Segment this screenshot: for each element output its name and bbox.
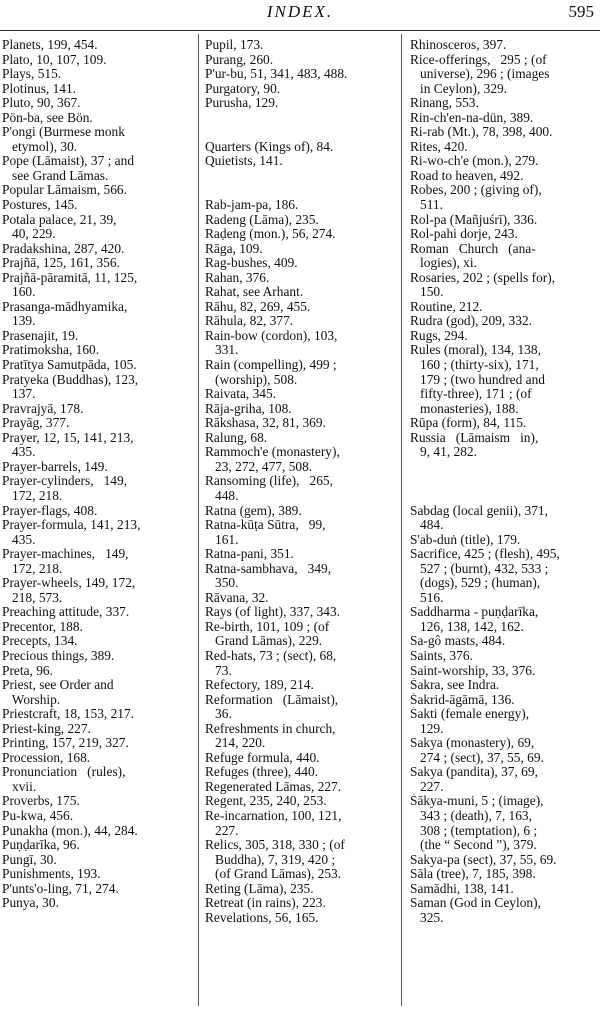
index-column-2 <box>205 38 393 1006</box>
index-line: xvii. <box>2 779 37 794</box>
index-line: Prayer-flags, 408. <box>2 503 98 518</box>
index-line: Śakrid-āgāmā, 136. <box>410 692 515 707</box>
index-line: 325. <box>410 910 444 925</box>
index-column-1 <box>2 38 192 1006</box>
index-line: Plato, 10, 107, 109. <box>2 52 107 67</box>
index-line: Red-hats, 73 ; (sect), 68, <box>205 648 337 663</box>
index-line: 484. <box>410 518 444 533</box>
index-line: 448. <box>205 488 239 503</box>
index-line: Precious things, 389. <box>2 648 115 663</box>
index-line: Prayer-cylinders, 149, <box>2 474 128 489</box>
index-line: Pön-ba, see Bön. <box>2 110 93 125</box>
index-line: Pradakshina, 287, 420. <box>2 241 125 256</box>
index-line: Rin-ch'en-na-dün, 389. <box>410 110 534 125</box>
index-line: Saddharma - puṇḍarīka, <box>410 605 539 620</box>
index-line: Pratītya Samutpāda, 105. <box>2 358 137 373</box>
index-line: Rhinosceros, 397. <box>410 38 507 52</box>
index-line: Pratyeka (Buddhas), 123, <box>2 372 139 387</box>
index-line: Radeng (Lāma), 235. <box>205 212 319 227</box>
index-line: Relics, 305, 318, 330 ; (of <box>205 838 345 853</box>
index-line: Plotinus, 141. <box>2 81 77 96</box>
index-line: Prayer-machines, 149, <box>2 547 129 562</box>
index-line: 218, 573. <box>2 590 63 605</box>
index-line: Rāhu, 82, 269, 455. <box>205 299 311 314</box>
index-line: Prayer, 12, 15, 141, 213, <box>2 430 134 445</box>
index-line: etymol), 30. <box>2 139 78 154</box>
index-line: 179 ; (two hundred and <box>410 372 545 387</box>
index-line: Saman (God in Ceylon), <box>410 896 541 911</box>
index-line: Pravrajyā, 178. <box>2 401 84 416</box>
index-line: see Grand Lāmas. <box>2 168 109 183</box>
index-line: Sakya (monastery), 69, <box>410 736 535 751</box>
index-line <box>205 111 393 126</box>
index-line: Rites, 420. <box>410 139 468 154</box>
index-line: 9, 41, 282. <box>410 445 477 460</box>
index-line: Rab-jam-pa, 186. <box>205 198 299 213</box>
index-line: Rudra (god), 209, 332. <box>410 314 532 329</box>
index-line: Refuges (three), 440. <box>205 765 319 780</box>
index-line: Pupil, 173. <box>205 38 264 52</box>
index-line: Prayer-barrels, 149. <box>2 459 108 474</box>
index-line <box>205 169 393 184</box>
column-divider-2 <box>401 34 402 1006</box>
index-line: Refectory, 189, 214. <box>205 678 314 693</box>
index-line: Rāja-griha, 108. <box>205 401 292 416</box>
index-line: Ralung, 68. <box>205 430 268 445</box>
index-line: 343 ; (death), 7, 163, <box>410 808 532 823</box>
index-line: Pu-kwa, 456. <box>2 808 74 823</box>
index-line: Rol-pa (Mañjuśrī), 336. <box>410 212 538 227</box>
index-line: Regent, 235, 240, 253. <box>205 794 327 809</box>
index-line: Plays, 515. <box>2 67 62 82</box>
index-line: Pope (Lāmaist), 37 ; and <box>2 154 135 169</box>
index-line: Priest-king, 227. <box>2 721 91 736</box>
index-line: Sa-gô masts, 484. <box>410 634 506 649</box>
index-line: 160. <box>2 285 36 300</box>
index-line: Reformation (Lāmaist), <box>205 692 339 707</box>
index-line: Prasanga-mādhyamika, <box>2 299 128 314</box>
index-line: 227. <box>410 779 444 794</box>
index-line: Precepts, 134. <box>2 634 78 649</box>
index-line: Rākshasa, 32, 81, 369. <box>205 416 326 431</box>
index-line: logies), xi. <box>410 256 477 271</box>
index-line: Revelations, 56, 165. <box>205 910 319 925</box>
index-line: 137. <box>2 387 36 402</box>
index-line: (worship), 508. <box>205 372 298 387</box>
index-line: Roman Church (ana- <box>410 241 536 256</box>
index-line: Rinang, 553. <box>410 96 479 111</box>
index-line: Worship. <box>2 692 61 707</box>
index-line: 40, 229. <box>2 227 56 242</box>
index-line: Rāvana, 32. <box>205 590 269 605</box>
index-line: Ratna-kūṭa Sūtra, 99, <box>205 518 326 533</box>
index-line: Rain (compelling), 499 ; <box>205 358 337 373</box>
index-line: Rag-bushes, 409. <box>205 256 298 271</box>
index-line: Saints, 376. <box>410 648 473 663</box>
index-line: Prasenajit, 19. <box>2 328 79 343</box>
index-line: Puṇḍarīka, 96. <box>2 838 80 853</box>
index-line: Pronunciation (rules), <box>2 765 126 780</box>
index-line <box>410 489 598 504</box>
page-number: 595 <box>568 2 594 21</box>
index-line: Prayer-wheels, 149, 172, <box>2 576 136 591</box>
index-line: Pungī, 30. <box>2 852 57 867</box>
index-line: P'ongi (Burmese monk <box>2 125 125 140</box>
index-line: Ratna (gem), 389. <box>205 503 302 518</box>
index-line: Purang, 260. <box>205 52 274 67</box>
index-line: Punakha (mon.), 44, 284. <box>2 823 138 838</box>
index-line: Priest, see Order and <box>2 678 114 693</box>
index-line: Rammoch'e (monastery), <box>205 445 340 460</box>
index-line: Purusha, 129. <box>205 96 279 111</box>
index-line: monasteries), 188. <box>410 401 519 416</box>
index-line: Raivata, 345. <box>205 387 277 402</box>
index-line: Punya, 30. <box>2 896 59 911</box>
index-line: Potala palace, 21, 39, <box>2 212 117 227</box>
index-line: Śākya-muni, 5 ; (image), <box>410 794 544 809</box>
index-line: Sakya-pa (sect), 37, 55, 69. <box>410 852 557 867</box>
index-line: 331. <box>205 343 239 358</box>
index-line: Postures, 145. <box>2 198 78 213</box>
index-line: 214, 220. <box>205 736 266 751</box>
index-line: Refuge formula, 440. <box>205 750 320 765</box>
index-line: 160 ; (thirty-six), 171, <box>410 358 539 373</box>
index-line: Rice-offerings, 295 ; (of <box>410 52 547 67</box>
index-line: Prayāg, 377. <box>2 416 70 431</box>
index-line: 73. <box>205 663 232 678</box>
index-line: 511. <box>410 198 443 213</box>
index-line: Re-birth, 101, 109 ; (of <box>205 619 330 634</box>
index-line: 36. <box>205 707 232 722</box>
index-line: Punishments, 193. <box>2 867 101 882</box>
index-line: Ri-wo-ch'e (mon.), 279. <box>410 154 539 169</box>
index-line: Prajñā-pāramitā, 11, 125, <box>2 270 138 285</box>
index-line: Preaching attitude, 337. <box>2 605 130 620</box>
index-line: 274 ; (sect), 37, 55, 69. <box>410 750 544 765</box>
index-line: Road to heaven, 492. <box>410 168 524 183</box>
index-line: 172, 218. <box>2 561 63 576</box>
page-header <box>0 0 600 30</box>
index-line: Rugs, 294. <box>410 328 468 343</box>
index-line <box>410 474 598 489</box>
index-line: (dogs), 529 ; (human), <box>410 576 541 591</box>
index-line: Purgatory, 90. <box>205 81 281 96</box>
index-line: Routine, 212. <box>410 299 483 314</box>
index-line: Printing, 157, 219, 327. <box>2 736 129 751</box>
index-line: Priestcraft, 18, 153, 217. <box>2 707 135 722</box>
index-line: Robes, 200 ; (giving of), <box>410 183 542 198</box>
index-line: in Ceylon), 329. <box>410 81 508 96</box>
index-line: Buddha), 7, 319, 420 ; <box>205 852 336 867</box>
index-line: Śakra, see Indra. <box>410 678 500 693</box>
index-line: Refreshments in church, <box>205 721 336 736</box>
index-line: Rays (of light), 337, 343. <box>205 605 341 620</box>
index-line: Rosaries, 202 ; (spells for), <box>410 270 556 285</box>
index-line: Popular Lāmaism, 566. <box>2 183 127 198</box>
index-line: P'unts'o-ling, 71, 274. <box>2 881 119 896</box>
index-line: Raḍeng (mon.), 56, 274. <box>205 227 336 242</box>
index-line: Samādhi, 138, 141. <box>410 881 514 896</box>
index-line: fifty-three), 171 ; (of <box>410 387 532 402</box>
index-line: Śakti (female energy), <box>410 707 530 722</box>
index-line: Sāla (tree), 7, 185, 398. <box>410 867 536 882</box>
index-line: 161. <box>205 532 239 547</box>
index-line: 308 ; (temptation), 6 ; <box>410 823 538 838</box>
index-line: universe), 296 ; (images <box>410 67 550 82</box>
index-line: Pluto, 90, 367. <box>2 96 81 111</box>
index-line: Quarters (Kings of), 84. <box>205 139 334 154</box>
index-line: Russia (Lāmaism in), <box>410 430 539 445</box>
index-line: 126, 138, 142, 162. <box>410 619 524 634</box>
index-line: P'ur-bu, 51, 341, 483, 488. <box>205 67 348 82</box>
index-line: Rāga, 109. <box>205 241 263 256</box>
index-line: (the “ Second ”), 379. <box>410 838 537 853</box>
index-line: Procession, 168. <box>2 750 91 765</box>
index-line: Reting (Lāma), 235. <box>205 881 314 896</box>
index-line: Regenerated Lāmas, 227. <box>205 779 342 794</box>
index-line: 172, 218. <box>2 488 63 503</box>
index-line: Re-incarnation, 100, 121, <box>205 808 342 823</box>
index-line: Planets, 199, 454. <box>2 38 98 52</box>
index-line: Ri-rab (Mt.), 78, 398, 400. <box>410 125 553 140</box>
index-line: 129. <box>410 721 444 736</box>
index-line: Prajñā, 125, 161, 356. <box>2 256 120 271</box>
index-line: 350. <box>205 576 239 591</box>
index-line: Rain-bow (cordon), 103, <box>205 328 338 343</box>
index-line: 23, 272, 477, 508. <box>205 459 313 474</box>
index-line: Ransoming (life), 265, <box>205 474 333 489</box>
index-line: Rahat, see Arhant. <box>205 285 304 300</box>
index-line: Retreat (in rains), 223. <box>205 896 326 911</box>
index-line: 435. <box>2 445 36 460</box>
index-line: Preta, 96. <box>2 663 53 678</box>
index-line: Ratna-pani, 351. <box>205 547 294 562</box>
index-line: 435. <box>2 532 36 547</box>
index-line: Rol-pahi dorje, 243. <box>410 227 518 242</box>
index-line: Rūpa (form), 84, 115. <box>410 416 527 431</box>
index-line: Grand Lāmas), 229. <box>205 634 323 649</box>
index-line: Sakya (pandita), 37, 69, <box>410 765 538 780</box>
index-line: 150. <box>410 285 444 300</box>
index-line: Quietists, 141. <box>205 154 283 169</box>
index-line: Prayer-formula, 141, 213, <box>2 518 141 533</box>
index-line: S'ab-duṅ (title), 179. <box>410 532 521 547</box>
index-line: 139. <box>2 314 36 329</box>
index-line: 227. <box>205 823 239 838</box>
index-line <box>205 125 393 140</box>
index-line <box>410 460 598 475</box>
index-line: Rules (moral), 134, 138, <box>410 343 541 358</box>
index-line: Rāhula, 82, 377. <box>205 314 294 329</box>
index-line: Ratna-sambhava, 349, <box>205 561 332 576</box>
running-title: INDEX. <box>266 2 334 21</box>
index-line: Precentor, 188. <box>2 619 83 634</box>
index-line: 516. <box>410 590 444 605</box>
index-line: Pratimoksha, 160. <box>2 343 100 358</box>
index-line <box>205 183 393 198</box>
header-rule <box>0 30 600 31</box>
column-divider-1 <box>198 34 199 1006</box>
index-line: Sacrifice, 425 ; (flesh), 495, <box>410 547 560 562</box>
index-line: 527 ; (burnt), 432, 533 ; <box>410 561 549 576</box>
index-line: Saint-worship, 33, 376. <box>410 663 536 678</box>
index-line: Proverbs, 175. <box>2 794 80 809</box>
index-line: Sabdag (local genii), 371, <box>410 503 548 518</box>
index-line: Rahan, 376. <box>205 270 270 285</box>
index-column-3 <box>410 38 598 1006</box>
index-line: (of Grand Lāmas), 253. <box>205 867 342 882</box>
